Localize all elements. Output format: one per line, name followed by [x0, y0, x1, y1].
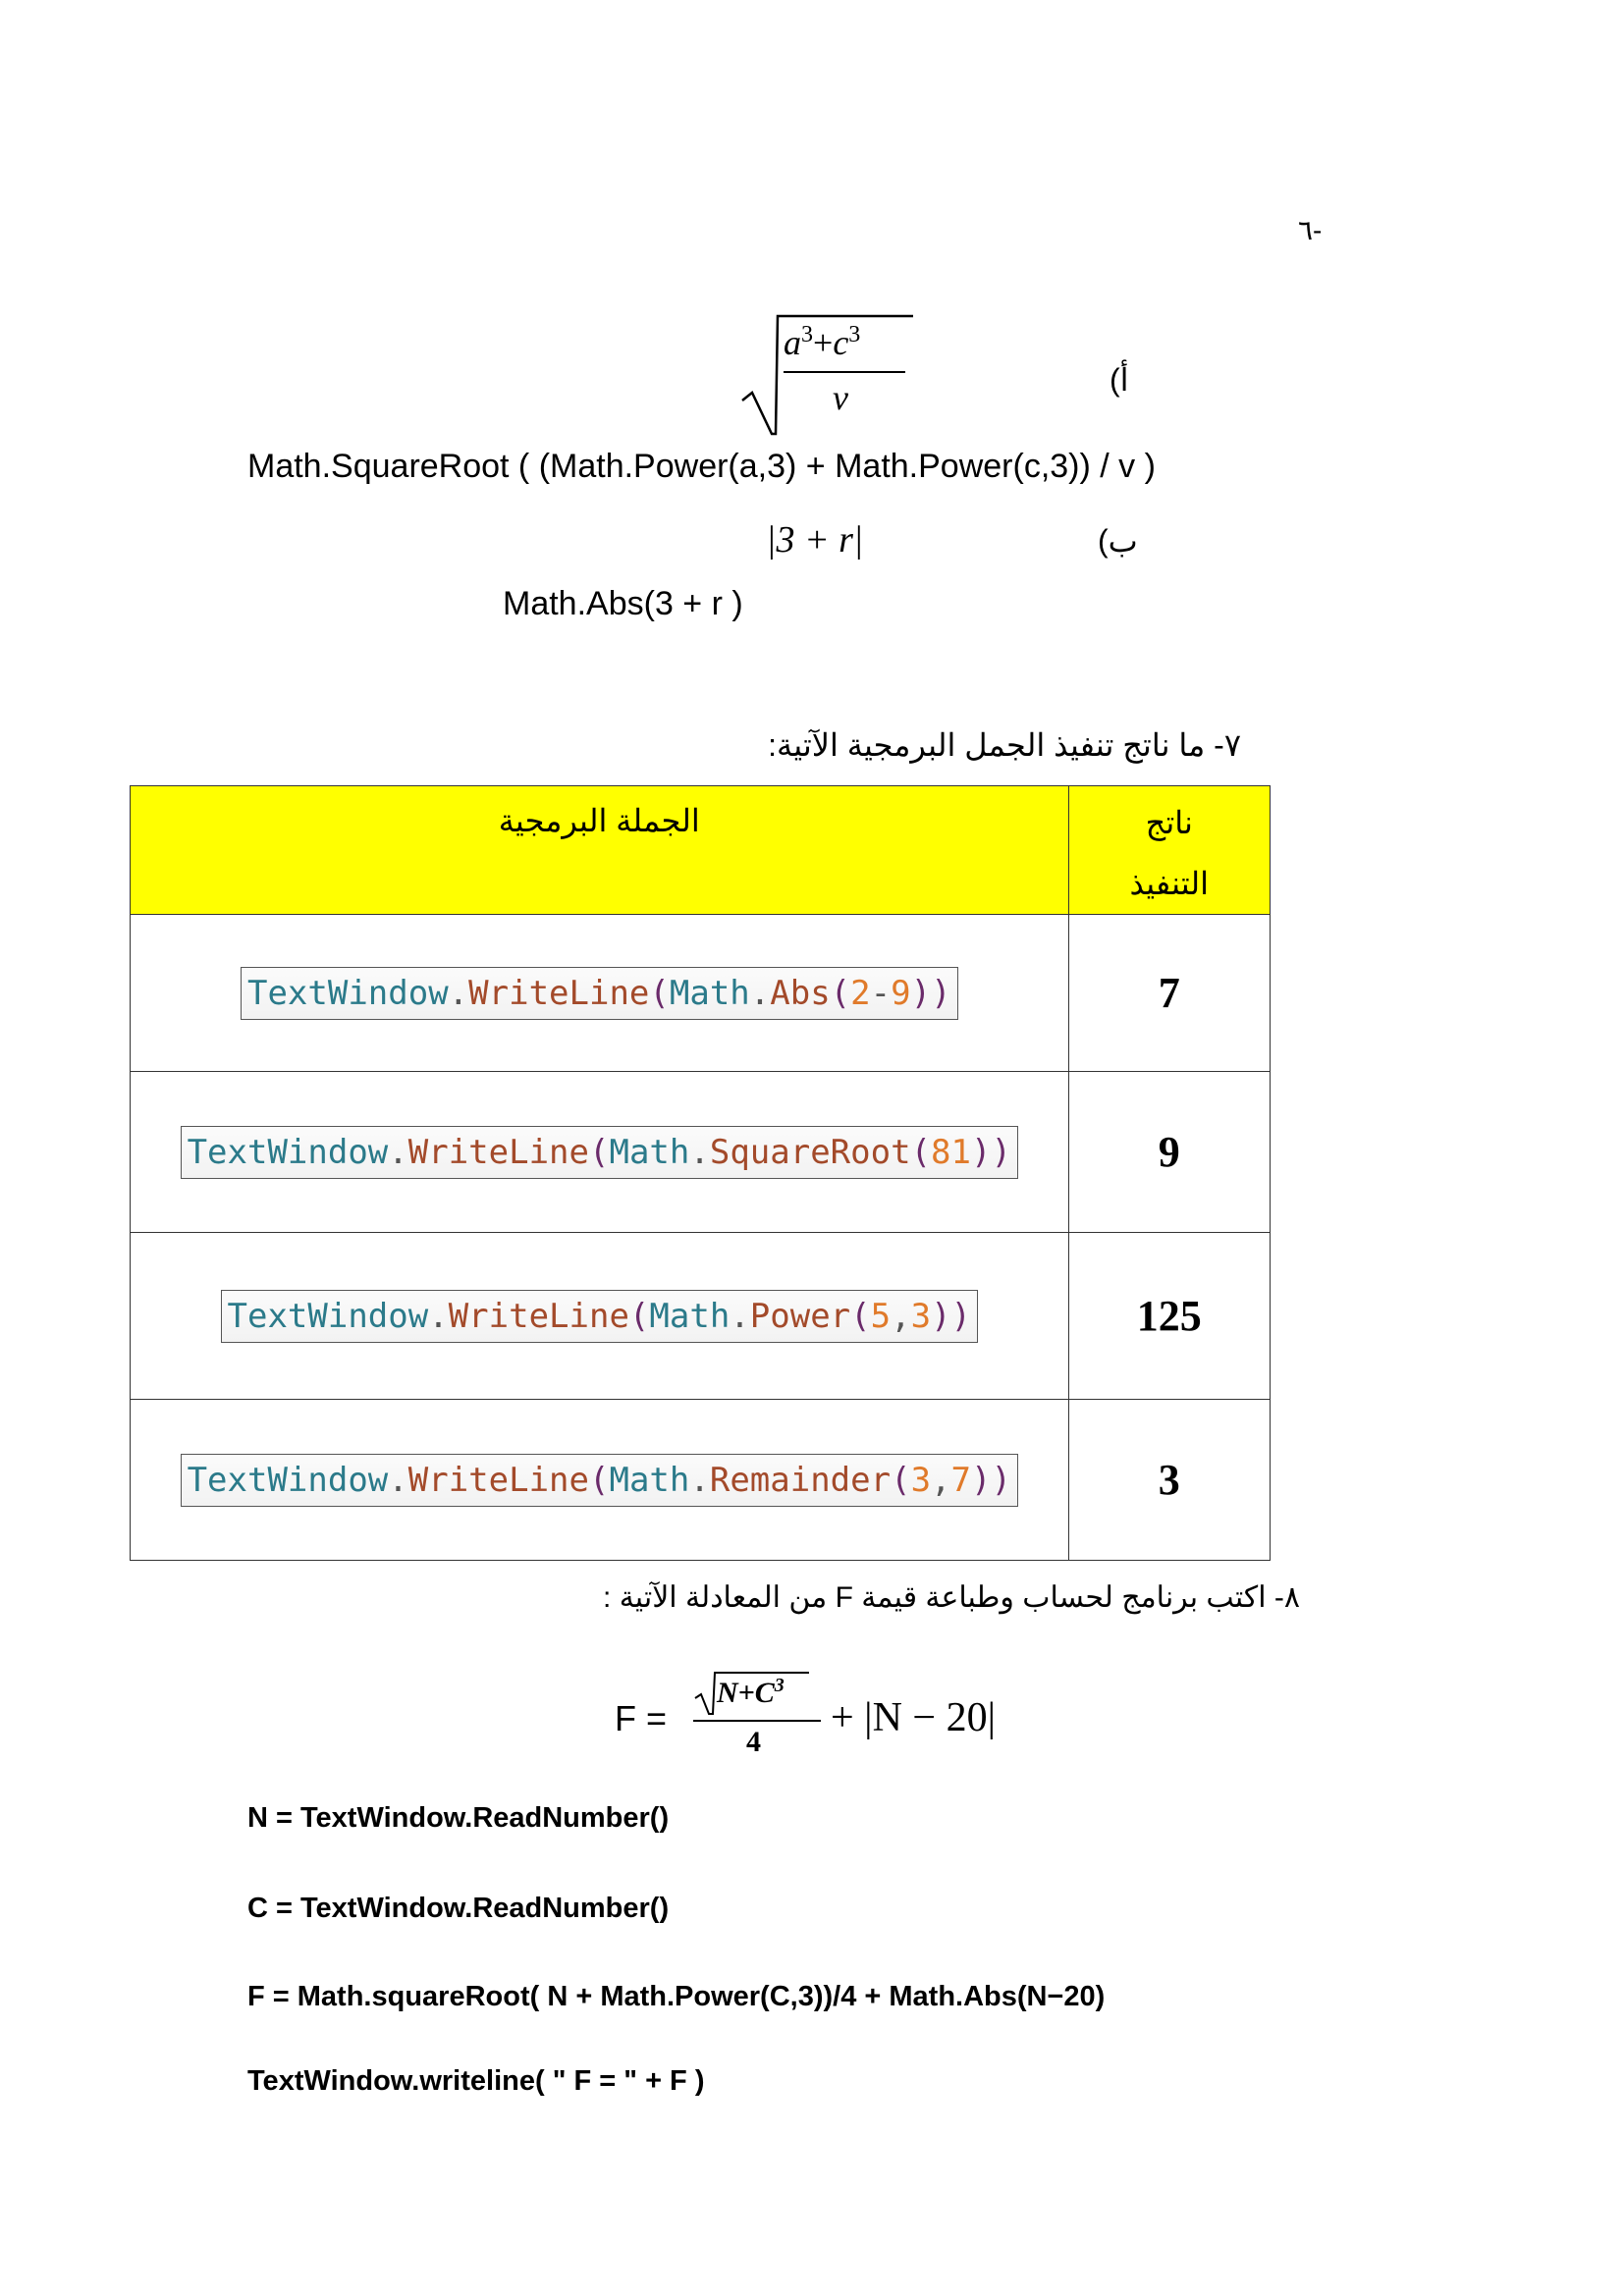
code-dot: .	[428, 1296, 449, 1336]
code-math: Math	[649, 1296, 731, 1336]
code-class: TextWindow	[227, 1296, 429, 1336]
code-function: Remainder	[709, 1460, 892, 1500]
code-method: WriteLine	[407, 1460, 589, 1500]
code-paren: ))	[931, 1296, 972, 1336]
statement-cell	[131, 915, 1069, 1072]
formula-a-fraction-bar	[784, 371, 905, 373]
code-paren: (	[910, 1132, 932, 1172]
code-snippet	[181, 1454, 1018, 1507]
code-dot: .	[388, 1132, 408, 1172]
equation-tail: + |N − 20|	[831, 1695, 997, 1740]
question-6-number: ٦-	[1298, 215, 1323, 245]
code-separator: ,	[891, 1296, 911, 1336]
result-cell: 9	[1068, 1072, 1270, 1233]
code-dot: .	[749, 973, 771, 1013]
question-7-heading: ٧- ما ناتج تنفيذ الجمل البرمجية الآتية:	[768, 727, 1241, 763]
code-argument: 9	[891, 973, 911, 1013]
result-cell: 125	[1068, 1233, 1270, 1400]
table-row	[131, 915, 1271, 1072]
part-a-label: أ)	[1110, 362, 1129, 398]
result-cell: 7	[1068, 915, 1270, 1072]
code-argument: 3	[910, 1296, 932, 1336]
header-statement: الجملة البرمجية	[131, 786, 1069, 915]
code-paren: (	[891, 1460, 911, 1500]
code-argument: 81	[931, 1132, 971, 1172]
part-a-code: Math.SquareRoot ( (Math.Power(a,3) + Math.Power(c,3)) / v )	[247, 448, 1156, 485]
code-paren: (	[649, 973, 670, 1013]
equation-lhs: F =	[615, 1698, 668, 1738]
code-paren: ))	[910, 973, 951, 1013]
code-method: WriteLine	[468, 973, 650, 1013]
program-line-3: F = Math.squareRoot( N + Math.Power(C,3))/4 + Math.Abs(N−20)	[247, 1981, 1106, 2012]
statement-cell	[131, 1400, 1069, 1561]
code-paren: ))	[971, 1460, 1011, 1500]
code-math: Math	[609, 1132, 690, 1172]
code-dot: .	[388, 1460, 408, 1500]
code-snippet	[181, 1126, 1018, 1179]
code-dot: .	[448, 973, 469, 1013]
code-paren: (	[628, 1296, 650, 1336]
code-dot: .	[689, 1132, 710, 1172]
table-row	[131, 1072, 1271, 1233]
code-argument: 7	[950, 1460, 972, 1500]
code-paren: (	[588, 1460, 610, 1500]
code-class: TextWindow	[246, 973, 449, 1013]
equation-root-content: $N+C^3$	[717, 1675, 785, 1709]
code-function: Power	[749, 1296, 851, 1336]
code-dot: .	[730, 1296, 750, 1336]
code-paren: (	[589, 1132, 610, 1172]
code-class: TextWindow	[187, 1132, 389, 1172]
code-method: WriteLine	[407, 1132, 589, 1172]
formula-a-denominator: v	[833, 378, 848, 417]
result-cell: 3	[1068, 1400, 1270, 1561]
table-row	[131, 1233, 1271, 1400]
code-paren: (	[830, 973, 851, 1013]
statement-cell	[131, 1072, 1069, 1233]
formula-a-sqrt	[738, 310, 915, 438]
table-row	[131, 1400, 1271, 1561]
program-line-4: TextWindow.writeline( " F = " + F )	[247, 2065, 705, 2097]
equation-f	[615, 1669, 1027, 1777]
code-separator: -	[870, 973, 892, 1013]
code-class: TextWindow	[187, 1460, 389, 1500]
results-table	[130, 785, 1271, 1561]
code-method: WriteLine	[448, 1296, 629, 1336]
part-b-code: Math.Abs(3 + r )	[503, 585, 743, 622]
code-dot: .	[689, 1460, 710, 1500]
code-function: SquareRoot	[709, 1132, 911, 1172]
equation-denominator: 4	[746, 1726, 761, 1758]
program-line-2: C = TextWindow.ReadNumber()	[247, 1893, 670, 1924]
equation-fraction-bar	[693, 1720, 821, 1722]
code-argument: 5	[870, 1296, 892, 1336]
program-line-1: N = TextWindow.ReadNumber()	[247, 1802, 670, 1834]
code-separator: ,	[931, 1460, 951, 1500]
formula-a-numerator: $a^3+c^3$	[784, 322, 861, 362]
code-paren: ))	[971, 1132, 1011, 1172]
code-argument: 2	[850, 973, 871, 1013]
part-b-label: ب)	[1098, 523, 1138, 559]
code-paren: (	[850, 1296, 871, 1336]
code-snippet	[241, 967, 958, 1020]
statement-cell	[131, 1233, 1069, 1400]
code-snippet	[221, 1290, 979, 1343]
code-function: Abs	[770, 973, 831, 1013]
question-8-heading: ٨- اكتب برنامج لحساب وطباعة قيمة F من المعادلة الآتية :	[603, 1581, 1300, 1614]
header-result: ناتج التنفيذ	[1068, 786, 1270, 915]
code-math: Math	[669, 973, 750, 1013]
code-math: Math	[609, 1460, 690, 1500]
code-argument: 3	[910, 1460, 932, 1500]
formula-b: |3 + r|	[766, 519, 864, 561]
